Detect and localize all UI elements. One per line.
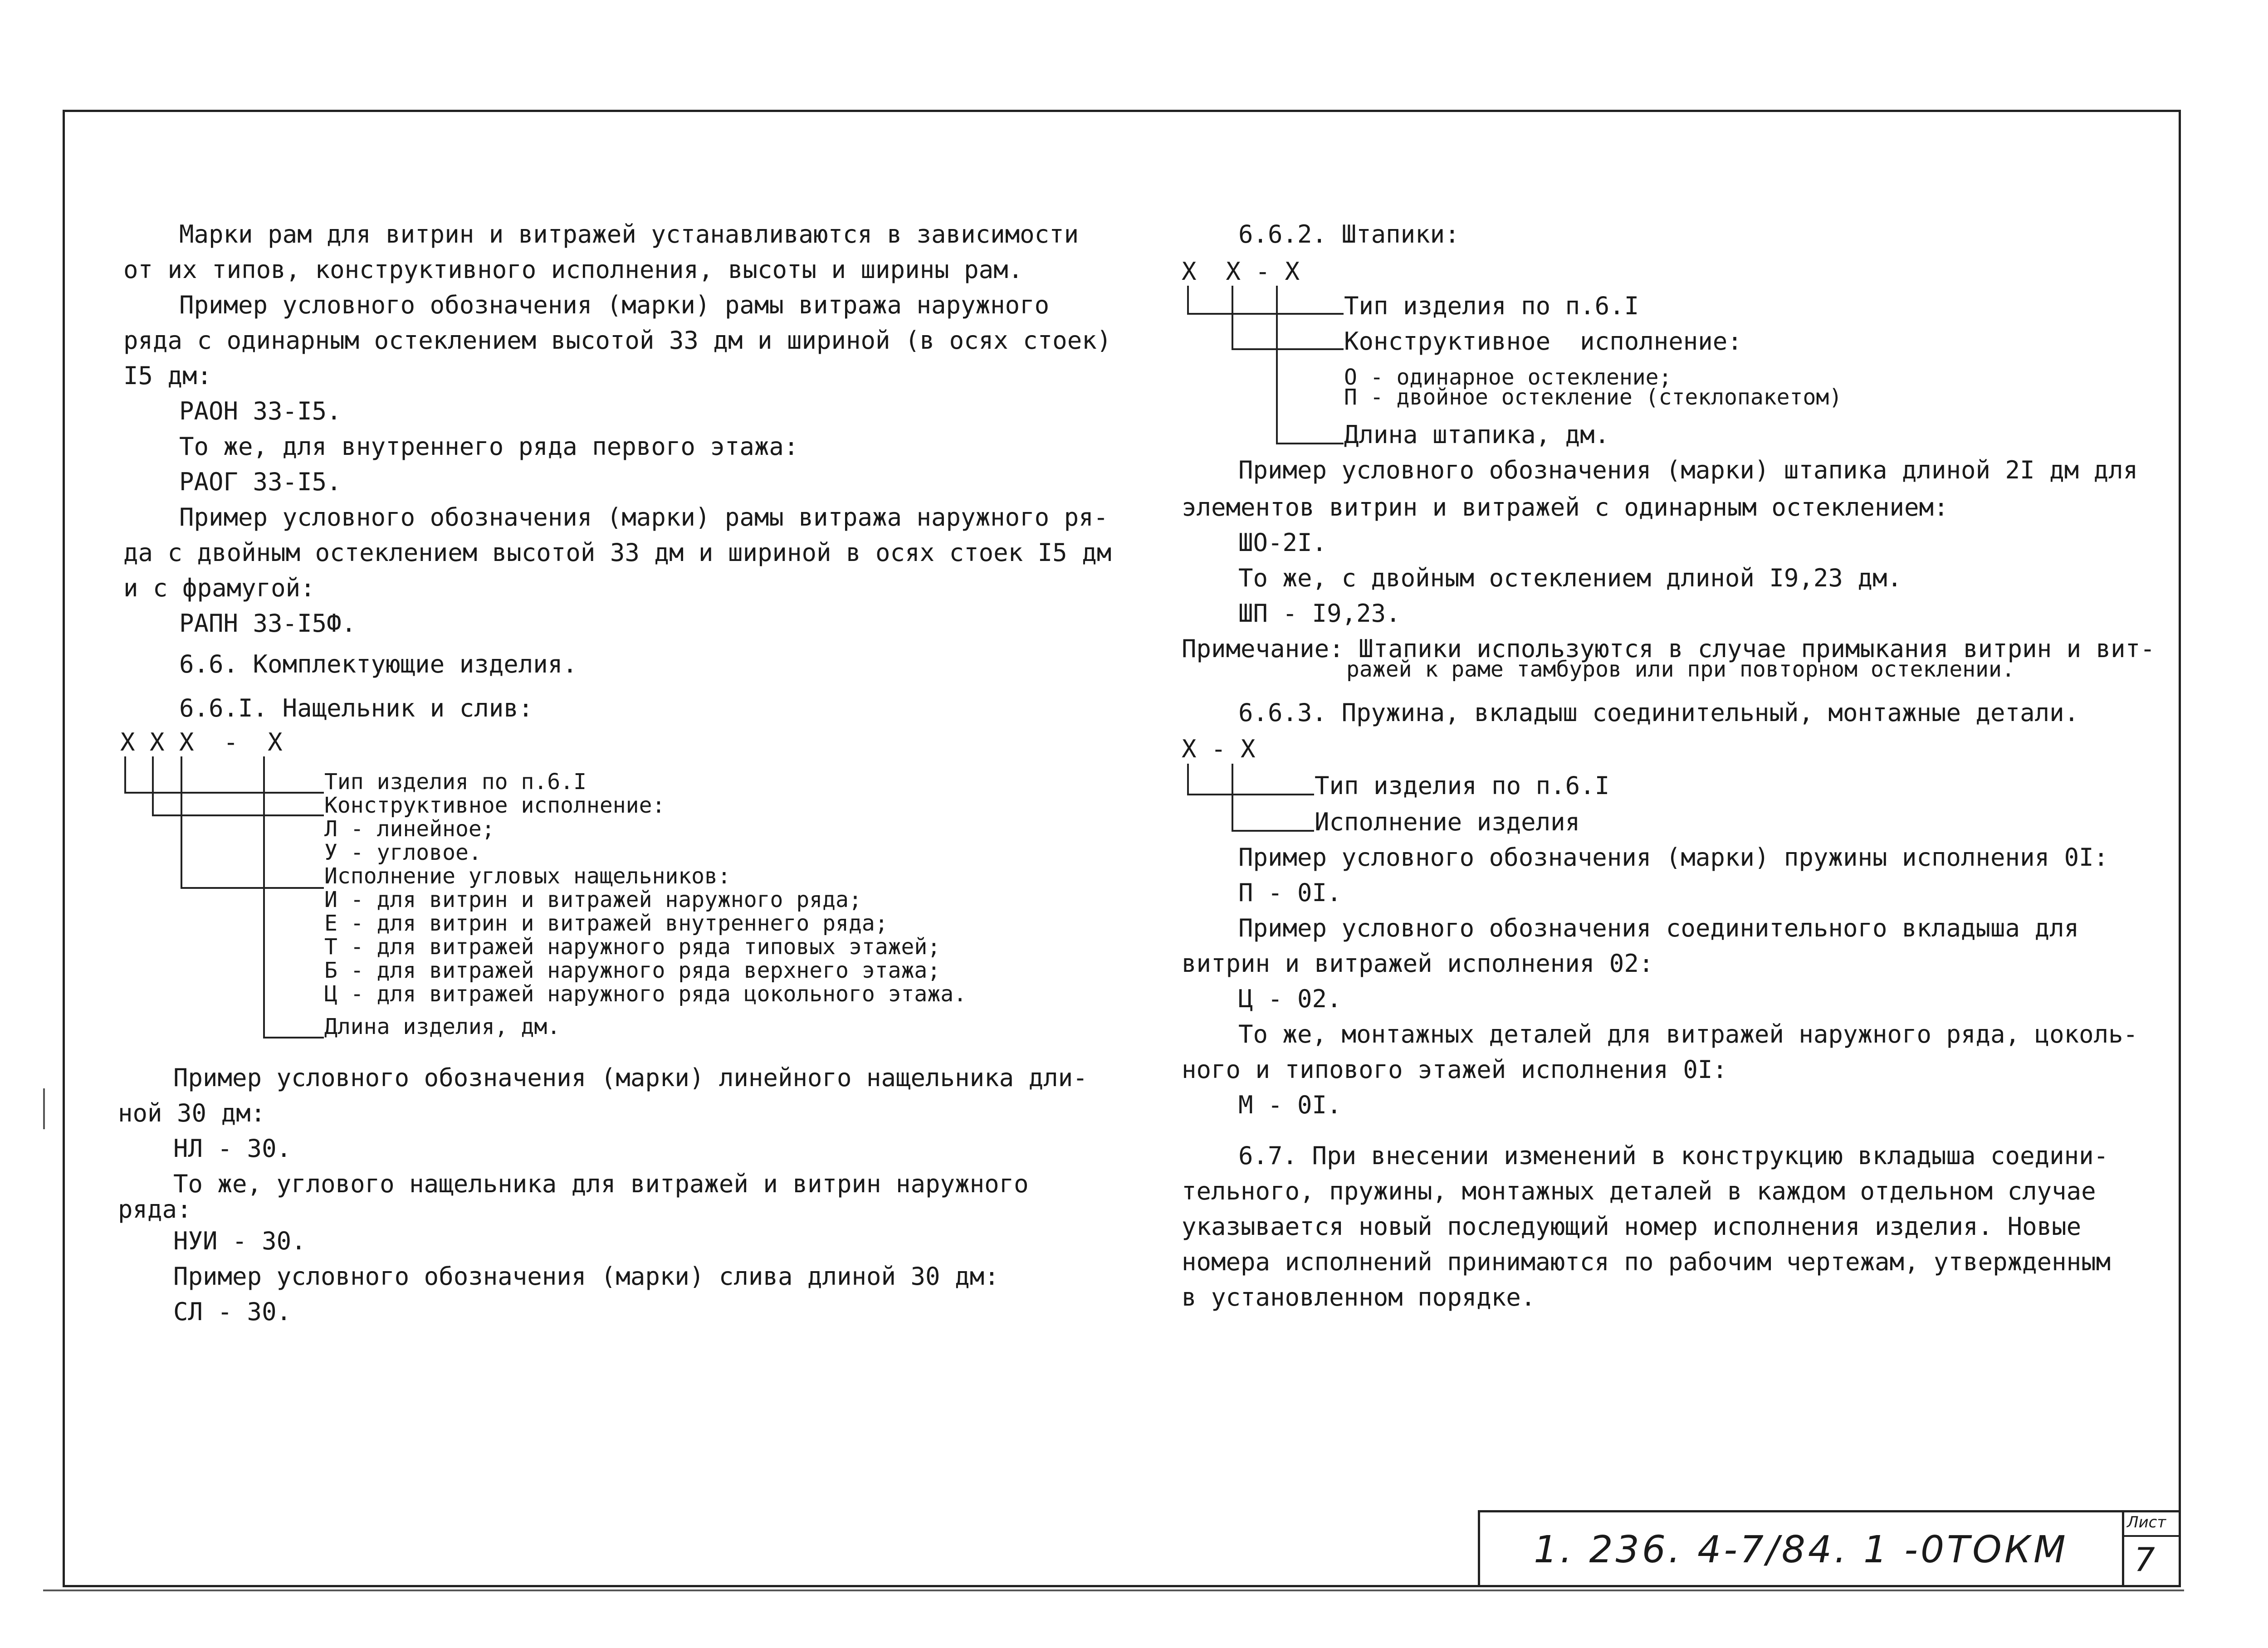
section-heading: 6.6.2. Штапики: — [1238, 220, 1460, 249]
tree-line — [181, 756, 182, 888]
text-line: ного и типового этажей исполнения 0I: — [1182, 1055, 1727, 1084]
mark-code: РАПН 33-I5Ф. — [179, 609, 357, 638]
scheme-item: Длина штапика, дм. — [1344, 420, 1610, 449]
scheme-item: О - одинарное остекление; — [1344, 365, 1672, 390]
sheet-number: 7 — [2134, 1541, 2155, 1579]
section-text: в установленном порядке. — [1182, 1283, 1536, 1312]
scheme-item: Б - для витражей наружного ряда верхнего этажа; — [324, 958, 941, 983]
tree-line — [152, 756, 154, 815]
text-line: То же, для внутреннего ряда первого этажа: — [179, 432, 799, 461]
scheme-item: Исполнение изделия — [1315, 808, 1580, 836]
scheme-header: X - X — [1182, 735, 1256, 763]
tree-line — [1232, 348, 1344, 350]
tree-line — [124, 756, 126, 793]
scheme-item: Л - линейное; — [324, 816, 495, 842]
tree-line — [1187, 313, 1344, 315]
text-line: То же, углового нащельника для витражей и витрин наружного — [173, 1170, 1029, 1198]
document-code: 1. 236. 4-7/84. 1 -0ТОКМ — [1534, 1528, 2068, 1571]
tree-line — [1232, 286, 1233, 349]
scheme-item: Конструктивное исполнение: — [1344, 327, 1742, 356]
section-heading: 6.6.I. Нащельник и слив: — [179, 694, 533, 722]
tree-line — [263, 1037, 324, 1039]
mark-code: НУИ - 30. — [173, 1227, 306, 1255]
mark-code: ШП - I9,23. — [1238, 599, 1401, 628]
mark-code: СЛ - 30. — [173, 1297, 292, 1326]
mark-code: НЛ - 30. — [173, 1134, 292, 1163]
section-text: тельного, пружины, монтажных деталей в каждом отдельном случае — [1182, 1177, 2096, 1205]
tree-line — [1276, 286, 1278, 444]
text-line: Пример условного обозначения (марки) пружины исполнения 0I: — [1238, 843, 2109, 872]
tree-line — [263, 756, 265, 1038]
scheme-item: Длина изделия, дм. — [324, 1014, 561, 1039]
text-line: Пример условного обозначения (марки) рамы витража наружного ря- — [179, 503, 1109, 531]
tree-line — [1187, 794, 1314, 795]
mark-code: ШО-2I. — [1238, 528, 1327, 557]
section-text: номера исполнений принимаются по рабочим чертежам, утвержденным — [1182, 1248, 2111, 1276]
tree-line — [1232, 764, 1233, 831]
section-heading: 6.6. Комплектующие изделия. — [179, 650, 577, 678]
text-line: Пример условного обозначения (марки) рамы витража наружного — [179, 291, 1050, 319]
tree-line — [181, 887, 324, 889]
text-line: ряда с одинарным остеклением высотой 33 дм и шириной (в осях стоек) — [123, 326, 1112, 355]
text-line: Пример условного обозначения (марки) линейного нащельника дли- — [173, 1063, 1088, 1092]
tree-line — [1187, 286, 1189, 314]
note-text: ражей к раме тамбуров или при повторном остеклении. — [1346, 657, 2015, 682]
tree-line — [152, 814, 324, 816]
text-line: элементов витрин и витражей с одинарным остеклением: — [1182, 493, 1949, 522]
text-line: и с фрамугой: — [123, 574, 315, 602]
scheme-header: X X X - X — [120, 728, 283, 756]
sheet-label: Лист — [2127, 1513, 2166, 1531]
text-line: от их типов, конструктивного исполнения, высоты и ширины рам. — [123, 255, 1023, 284]
text-line: Пример условного обозначения (марки) слива длиной 30 дм: — [173, 1262, 999, 1291]
mark-code: РАОГ 33-I5. — [179, 468, 342, 496]
scheme-item: Т - для витражей наружного ряда типовых этажей; — [324, 934, 941, 960]
note-text: Примечание: Штапики используются в случае примыкания витрин и вит- — [1182, 634, 2155, 663]
scheme-item: Конструктивное исполнение: — [324, 793, 665, 818]
scheme-item: Ц - для витражей наружного ряда цокольного этажа. — [324, 981, 967, 1007]
section-text: указывается новый последующий номер исполнения изделия. Новые — [1182, 1212, 2082, 1241]
section-heading: 6.6.3. Пружина, вкладыш соединительный, монтажные детали. — [1238, 698, 2079, 727]
scheme-item: Исполнение угловых нащельников: — [324, 863, 731, 889]
mark-code: М - 0I. — [1238, 1091, 1342, 1119]
mark-code: РАОН 33-I5. — [179, 397, 342, 425]
scheme-item: Тип изделия по п.6.I — [1344, 292, 1639, 320]
mark-code: П - 0I. — [1238, 878, 1342, 907]
tree-line — [1187, 764, 1189, 795]
text-line: То же, с двойным остеклением длиной I9,23 дм. — [1238, 564, 1902, 592]
scheme-item: Е - для витрин и витражей внутреннего ряда; — [324, 911, 888, 936]
section-text: 6.7. При внесении изменений в конструкцию вкладыша соедини- — [1238, 1141, 2109, 1170]
scheme-item: Тип изделия по п.6.I — [324, 769, 587, 795]
sheet-divider — [2124, 1535, 2181, 1537]
text-line: I5 дм: — [123, 361, 212, 390]
left-edge-mark — [43, 1088, 45, 1129]
text-line: ряда: — [118, 1195, 192, 1224]
text-line: То же, монтажных деталей для витражей наружного ряда, цоколь- — [1238, 1020, 2138, 1048]
text-line: витрин и витражей исполнения 02: — [1182, 949, 1654, 978]
sheet-box — [2122, 1512, 2181, 1587]
mark-code: Ц - 02. — [1238, 985, 1342, 1013]
scheme-header: X X - X — [1182, 257, 1300, 286]
right-column — [1182, 0, 2180, 1648]
left-column — [118, 0, 1116, 1648]
text-line: да с двойным остеклением высотой 33 дм и шириной в осях стоек I5 дм — [123, 538, 1112, 567]
tree-line — [1232, 830, 1314, 832]
text-line: Пример условного обозначения (марки) штапика длиной 2I дм для — [1238, 456, 2138, 484]
scheme-item: У - угловое. — [324, 840, 482, 865]
text-line: Марки рам для витрин и витражей устанавливаются в зависимости — [179, 220, 1079, 249]
text-line: ной 30 дм: — [118, 1099, 266, 1127]
scheme-item: П - двойное остекление (стеклопакетом) — [1344, 385, 1843, 410]
title-block — [1478, 1510, 2181, 1587]
text-line: Пример условного обозначения соединительного вкладыша для — [1238, 914, 2079, 942]
tree-line — [1276, 443, 1344, 444]
scheme-item: Тип изделия по п.6.I — [1315, 771, 1610, 800]
tree-line — [124, 792, 324, 794]
scheme-item: И - для витрин и витражей наружного ряда; — [324, 887, 862, 912]
